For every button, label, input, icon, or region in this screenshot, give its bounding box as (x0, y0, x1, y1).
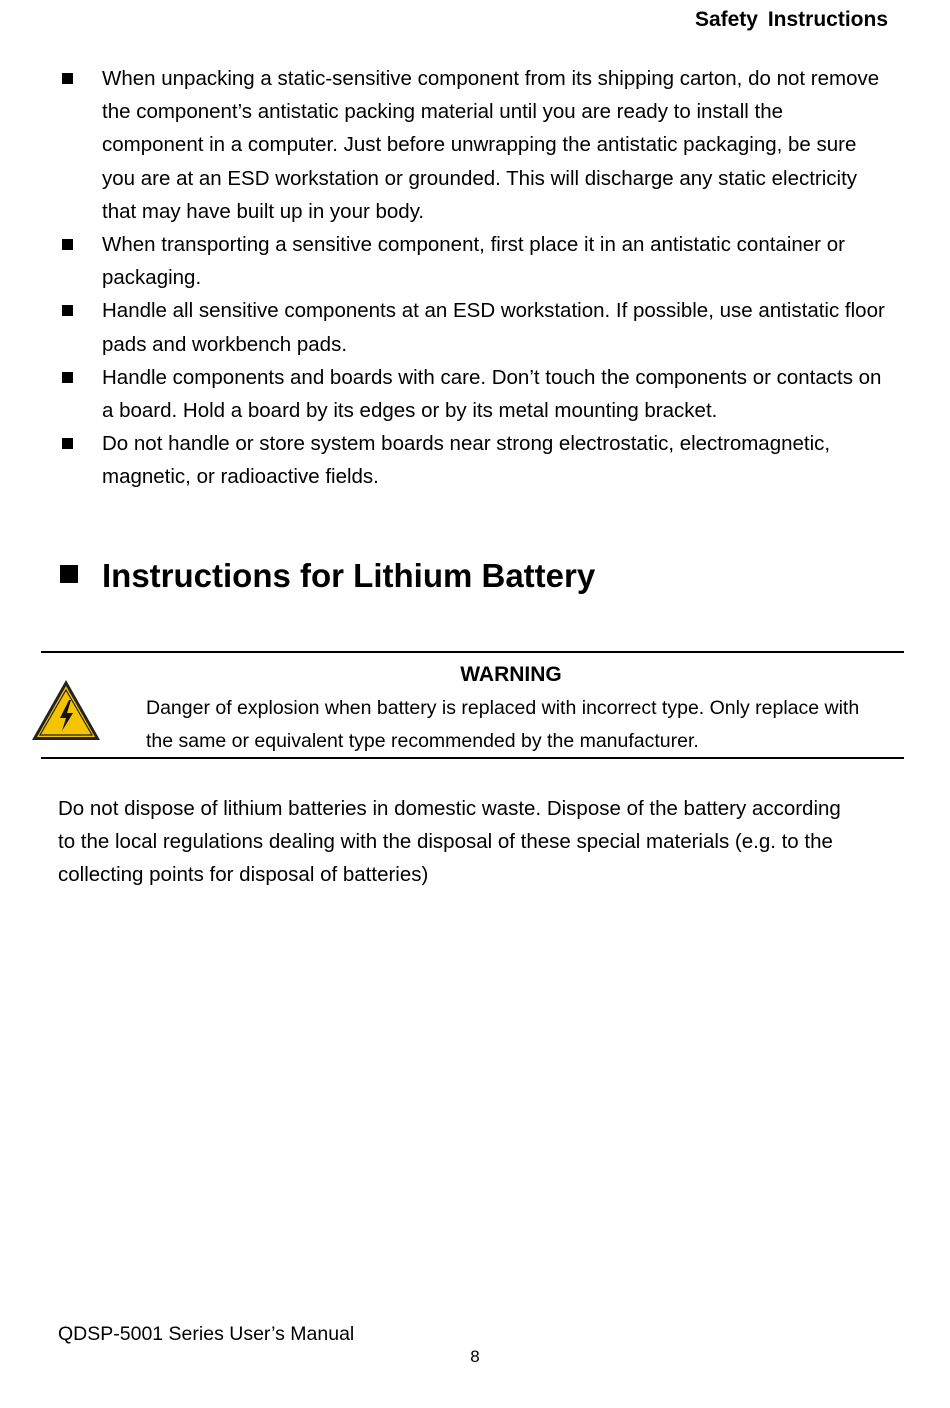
list-item-text: When transporting a sensitive component, first place it in an antistatic container or packaging. (102, 233, 845, 290)
warning-text: Danger of explosion when battery is replaced with incorrect type. Only replace with the same or equivalent type recommended by the manufacturer. (146, 697, 860, 752)
square-bullet-icon (62, 305, 73, 316)
square-bullet-icon (62, 372, 73, 383)
list-item (60, 361, 890, 427)
warning-bottom-rule (41, 757, 904, 759)
list-item-text: Handle components and boards with care. Don’t touch the components or contacts on a board. Hold a board by its edges or by its metal mounting bracket. (102, 365, 882, 423)
section-heading (60, 553, 595, 599)
footer-manual-title: QDSP-5001 Series User’s Manual (58, 1323, 355, 1345)
list-item (60, 294, 890, 360)
warning-top-rule (41, 651, 904, 653)
battery-disposal-paragraph: Do not dispose of lithium batteries in domestic waste. Dispose of the battery according to the local regulations dealing with the disposal of these special materials (e.g. to the collecting points for disposal of batteries) (58, 797, 841, 887)
section-heading-text: Instructions for Lithium Battery (102, 557, 596, 594)
list-item-text: Do not handle or store system boards near strong electrostatic, electromagnetic, magnetic, or radioactive fields. (102, 432, 831, 489)
list-item-text: Handle all sensitive components at an ESD workstation. If possible, use antistatic floor pads and workbench pads. (102, 299, 885, 356)
square-bullet-icon (60, 565, 78, 583)
square-bullet-icon (62, 438, 73, 449)
esd-precautions-list (60, 62, 890, 494)
list-item (60, 228, 890, 294)
list-item (60, 427, 890, 493)
square-bullet-icon (62, 239, 73, 250)
high-voltage-warning-icon (29, 676, 103, 744)
list-item (60, 62, 890, 228)
square-bullet-icon (62, 73, 73, 84)
page-header-title: Safety Instructions (694, 8, 888, 31)
warning-title: WARNING (460, 663, 562, 686)
page-number: 8 (470, 1347, 480, 1366)
list-item-text: When unpacking a static-sensitive component from its shipping carton, do not remove the component’s antistatic packing material until you are ready to install the component in a computer. Just before unwrapping the antistatic packaging, be sure you are at an ESD workstation or grounded. This will discharge any static electricity that may have built up in your body. (102, 67, 880, 223)
